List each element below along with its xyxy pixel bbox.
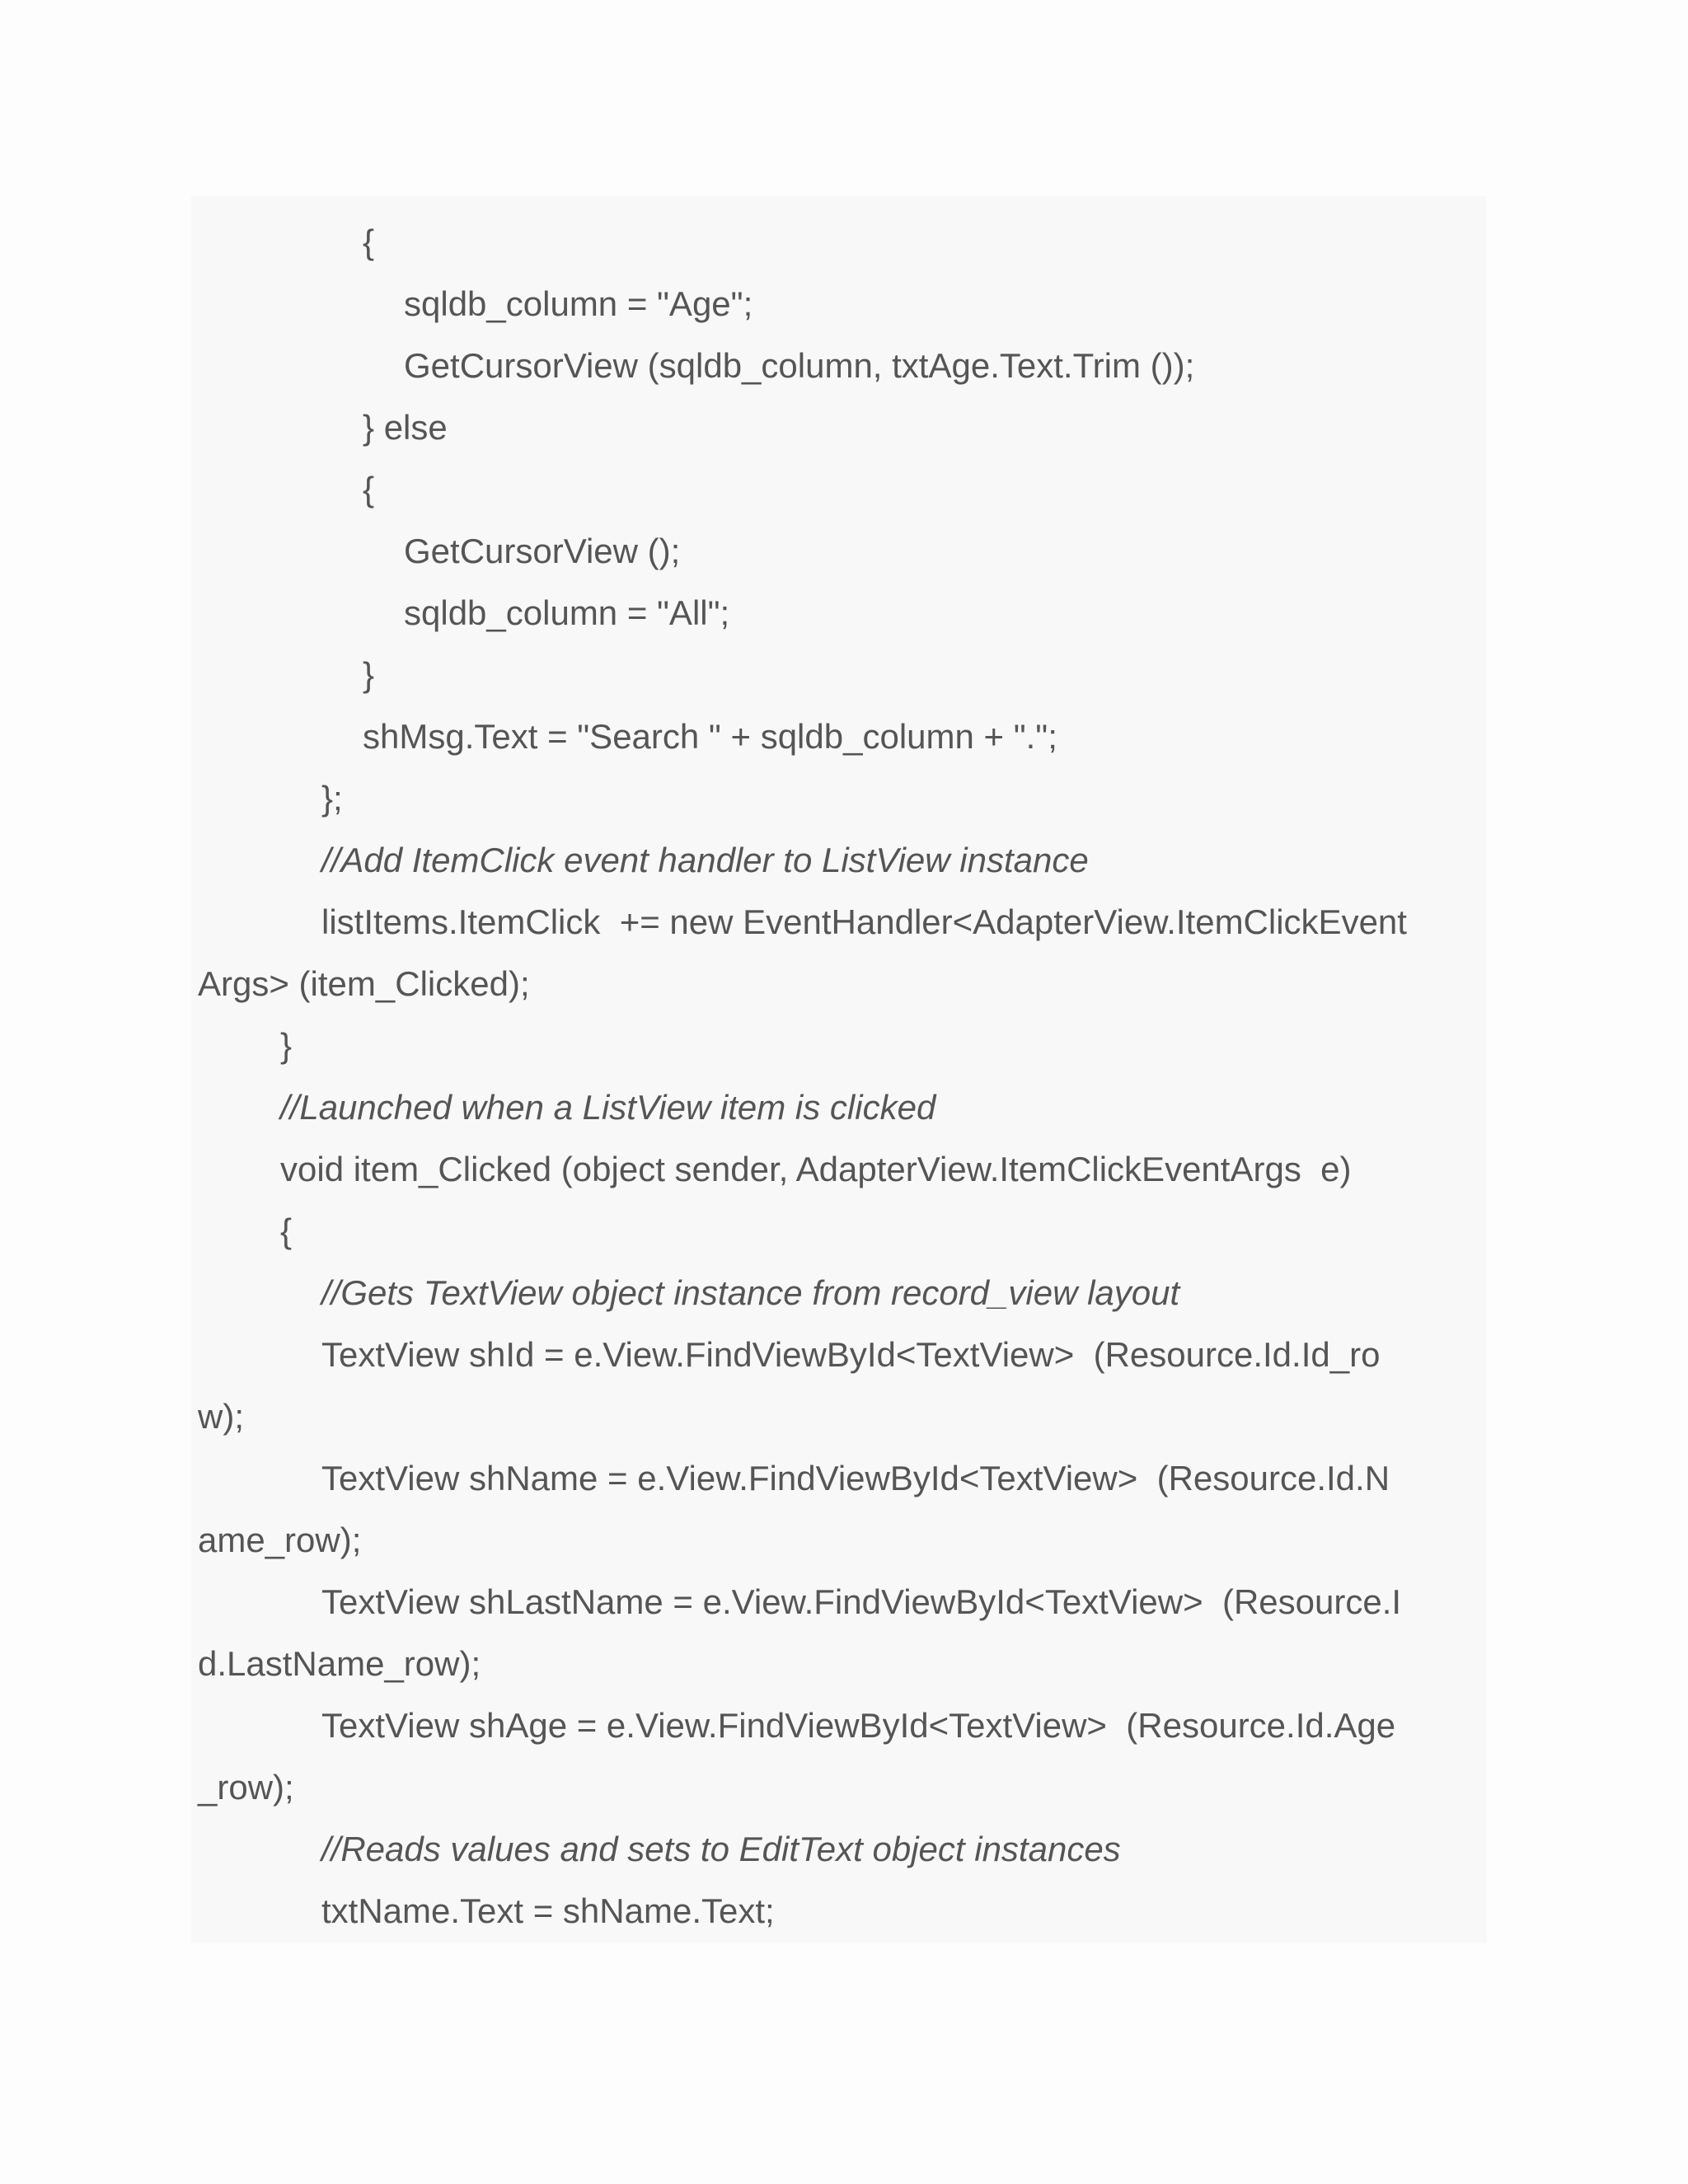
code-line: {: [363, 223, 375, 261]
code-line: } else: [363, 408, 448, 447]
code-line: GetCursorView (sqldb_column, txtAge.Text.Trim ());: [404, 346, 1195, 385]
code-line: {: [363, 470, 375, 509]
code-line: }: [363, 655, 375, 694]
code-line: };: [321, 779, 343, 818]
code-line: d.LastName_row);: [198, 1644, 481, 1683]
code-line: TextView shName = e.View.FindViewById<TextView> (Resource.Id.N: [321, 1459, 1390, 1497]
code-line: TextView shId = e.View.FindViewById<TextView> (Resource.Id.Id_ro: [321, 1335, 1381, 1374]
code-line: ame_row);: [198, 1521, 362, 1559]
code-comment-line: //Launched when a ListView item is clicked: [280, 1088, 936, 1127]
code-comment-line: //Reads values and sets to EditText object instances: [321, 1830, 1121, 1868]
code-comment-line: //Add ItemClick event handler to ListView instance: [321, 841, 1089, 879]
code-line: listItems.ItemClick += new EventHandler<AdapterView.ItemClickEvent: [321, 902, 1407, 941]
code-listing: [198, 211, 1492, 1942]
code-line: void item_Clicked (object sender, AdapterView.ItemClickEventArgs e): [280, 1150, 1352, 1188]
code-comment-line: //Gets TextView object instance from record_view layout: [321, 1273, 1180, 1312]
code-line: shMsg.Text = "Search " + sqldb_column + ".";: [363, 717, 1057, 756]
code-line: TextView shLastName = e.View.FindViewById<TextView> (Resource.I: [321, 1582, 1402, 1621]
code-line: {: [280, 1212, 293, 1250]
code-line: w);: [198, 1397, 244, 1436]
code-line: TextView shAge = e.View.FindViewById<TextView> (Resource.Id.Age: [321, 1706, 1396, 1745]
code-line: Args> (item_Clicked);: [198, 964, 530, 1003]
code-line: }: [280, 1026, 293, 1065]
code-line: _row);: [198, 1768, 294, 1807]
code-line: txtName.Text = shName.Text;: [321, 1891, 775, 1930]
code-line: GetCursorView ();: [404, 532, 681, 570]
code-line: sqldb_column = "All";: [404, 593, 730, 632]
code-line: sqldb_column = "Age";: [404, 284, 753, 323]
